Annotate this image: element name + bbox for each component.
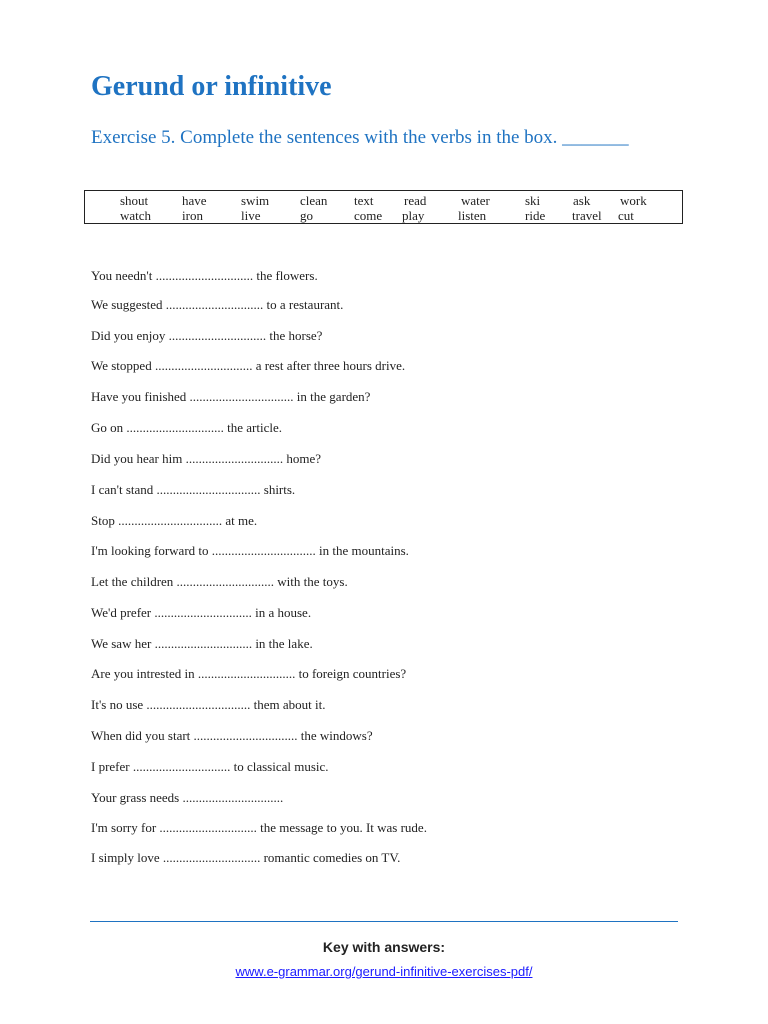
verb-word: watch [120, 208, 152, 223]
verb-word: water [461, 193, 490, 208]
verb-word: text [354, 193, 374, 208]
verb-word: ski [525, 193, 541, 208]
exercise-sentence: We stopped .............................. a rest after three hours drive. [91, 358, 406, 373]
exercise-sentence: Did you hear him .............................. home? [91, 451, 321, 466]
verb-word: go [300, 208, 313, 223]
verb-word: have [182, 193, 207, 208]
exercise-sentence: Let the children .............................. with the toys. [91, 574, 348, 589]
verb-word: clean [300, 193, 328, 208]
exercise-sentence: I prefer .............................. to classical music. [91, 759, 329, 774]
answer-key-link[interactable]: www.e-grammar.org/gerund-infinitive-exercises-pdf/ [235, 964, 533, 979]
exercise-sentence: Your grass needs ............................... [91, 790, 284, 805]
verb-word: play [402, 208, 425, 223]
verb-word: ride [525, 208, 546, 223]
verb-word: listen [458, 208, 487, 223]
verb-word: shout [120, 193, 149, 208]
exercise-sentence: Go on .............................. the article. [91, 420, 282, 435]
answer-key-heading: Key with answers: [322, 939, 446, 955]
exercise-sentence: I simply love .............................. romantic comedies on TV. [91, 850, 401, 865]
exercise-sentence: Stop ................................ at me. [91, 513, 258, 528]
exercise-sentence: Did you enjoy .............................. the horse? [91, 328, 323, 343]
verb-word: cut [618, 208, 634, 223]
exercise-sentence: We'd prefer .............................. in a house. [91, 605, 312, 620]
exercise-sentence: I'm sorry for .............................. the message to you. It was rude. [91, 820, 427, 835]
exercise-sentence: We suggested .............................. to a restaurant. [91, 297, 344, 312]
exercise-sentence: It's no use ................................ them about it. [91, 697, 326, 712]
exercise-sentence: Have you finished ................................ in the garden? [91, 389, 371, 404]
verb-word: ask [573, 193, 591, 208]
exercise-sentence: Are you intrested in .............................. to foreign countries? [91, 666, 407, 681]
exercise-sentence: I'm looking forward to ................................ in the mountains. [91, 543, 409, 558]
footer-divider [90, 921, 678, 922]
verb-word: work [620, 193, 647, 208]
verb-word: iron [182, 208, 203, 223]
verb-word: swim [241, 193, 270, 208]
verb-word: read [404, 193, 427, 208]
verb-word: come [354, 208, 383, 223]
verb-box [84, 190, 683, 224]
exercise-instruction: Exercise 5. Complete the sentences with the verbs in the box. _______ [91, 127, 629, 148]
exercise-sentence: We saw her .............................. in the lake. [91, 636, 313, 651]
verb-word: live [241, 208, 261, 223]
page-title: Gerund or infinitive [91, 71, 332, 102]
exercise-sentence: You needn't .............................. the flowers. [91, 268, 318, 283]
exercise-sentence: I can't stand ................................ shirts. [91, 482, 296, 497]
verb-word: travel [572, 208, 602, 223]
answer-key-link-row [0, 964, 768, 980]
exercise-sentence: When did you start ................................ the windows? [91, 728, 373, 743]
